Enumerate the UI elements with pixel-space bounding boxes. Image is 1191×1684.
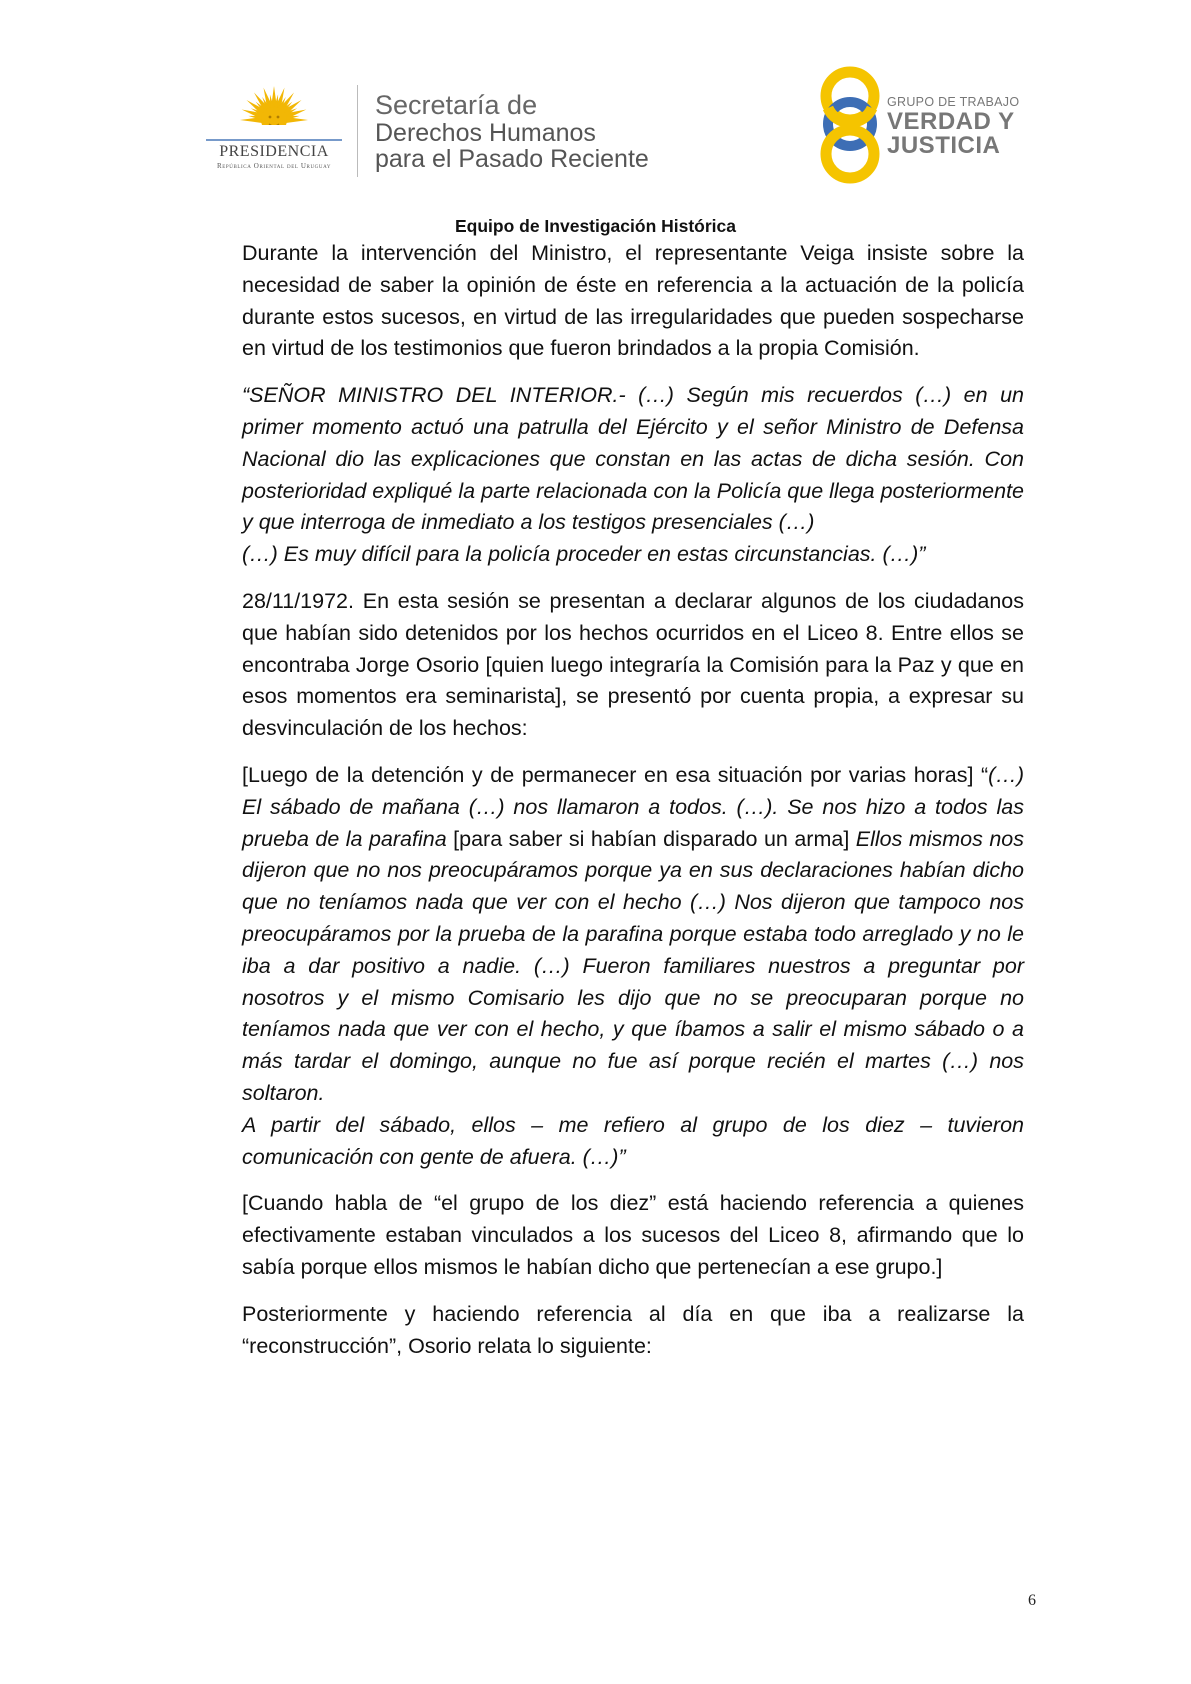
testimony-quote-body: Ellos mismos nos dijeron que no nos preocupáramos porque ya en sus declaraciones habían dicho que no teníamos nada que ver con el hecho (…) Nos dijeron que tampoco nos preocupáramos por la prueba de la parafina porque estaba todo arreglado y no le iba a dar positivo a nadie. (…) Fueron familiares nuestros a preguntar por nosotros y el mismo Comisario les dijo que no se preocuparan porque no teníamos nada que ver con el hecho, y que íbamos a salir el mismo sábado o a más tardar el domingo, aunque no fue así porque recién el martes (…) nos soltaron. [242,826,1025,1105]
presidencia-name: PRESIDENCIA [219,143,329,160]
document-body [242,238,1024,1377]
secretaria-logo-text [375,90,649,172]
secretaria-line-1: Secretaría de [375,90,538,120]
testimony-intro: [Luego de la detención y de permanecer en esa situación por varias horas] “ [242,762,989,787]
quote-minister-end: (…) Es muy difícil para la policía proceder en estas circunstancias. (…)” [242,542,926,567]
grupo-trabajo-rings-logo [810,62,890,187]
grupo-line-2: VERDAD Y [887,108,1015,135]
secretaria-line-3: para el Pasado Reciente [375,145,649,173]
grupo-trabajo-text [887,95,1019,158]
grupo-line-1: GRUPO DE TRABAJO [887,95,1020,109]
page-header [0,0,1191,200]
header-divider [357,85,358,177]
grupo-line-3: JUSTICIA [887,132,1001,159]
quote-minister: “SEÑOR MINISTRO DEL INTERIOR.- (…) Según mis recuerdos (…) en un primer momento actuó una patrulla del Ejército y el señor Ministro de Defensa Nacional dio las explicaciones que constan en las actas de dicha sesión. Con posterioridad expliqué la parte relacionada con la Policía que llega posteriormente y que interroga de inmediato a los testigos presenciales (…) [242,383,1024,535]
testimony-bracket-note: [para saber si habían disparado un arma] [446,826,856,851]
testimony-quote-start: (…) El sábado de mañana (…) nos llamaron a todos. (…). Se nos hizo a todos las prueba de la parafina [242,762,1024,851]
paragraph-session-28-11-1972: 28/11/1972. En esta sesión se presentan a declarar algunos de los ciudadanos que habían sido detenidos por los hechos ocurridos en el Liceo 8. Entre ellos se encontraba Jorge Osorio [quien luego integraría la Comisión para la Paz y que en esos momentos era seminarista], se presentó por cuenta propia, a expresar su desvinculación de los hechos: [242,588,1024,741]
paragraph-reconstruccion: Posteriormente y haciendo referencia al día en que iba a realizarse la “reconstrucción”, Osorio relata lo siguiente: [242,1301,1024,1358]
paragraph-grupo-de-los-diez: [Cuando habla de “el grupo de los diez” está haciendo referencia a quienes efectivamente estaban vinculados a los sucesos del Liceo 8, afirmando que lo sabía porque ellos mismos le habían dicho que pertenecían a ese grupo.] [242,1191,1024,1279]
testimony-quote-end: A partir del sábado, ellos – me refiero al grupo de los diez – tuvieron comunicación con gente de afuera. (…)” [242,1112,1024,1169]
paragraph-osorio-testimony [242,760,1024,1110]
page-number: 6 [1028,1592,1036,1609]
team-title: Equipo de Investigación Histórica [454,216,737,236]
paragraph-minister-intervention: Durante la intervención del Ministro, el representante Veiga insiste sobre la necesidad de saber la opinión de éste en referencia a la actuación de la policía durante estos sucesos, en virtud de las irregularidades que pueden sospecharse en virtud de los testimonios que fueron brindados a la propia Comisión. [242,241,1024,361]
presidencia-subtitle: República Oriental del Uruguay [216,162,332,170]
secretaria-line-2: Derechos Humanos [375,119,596,147]
